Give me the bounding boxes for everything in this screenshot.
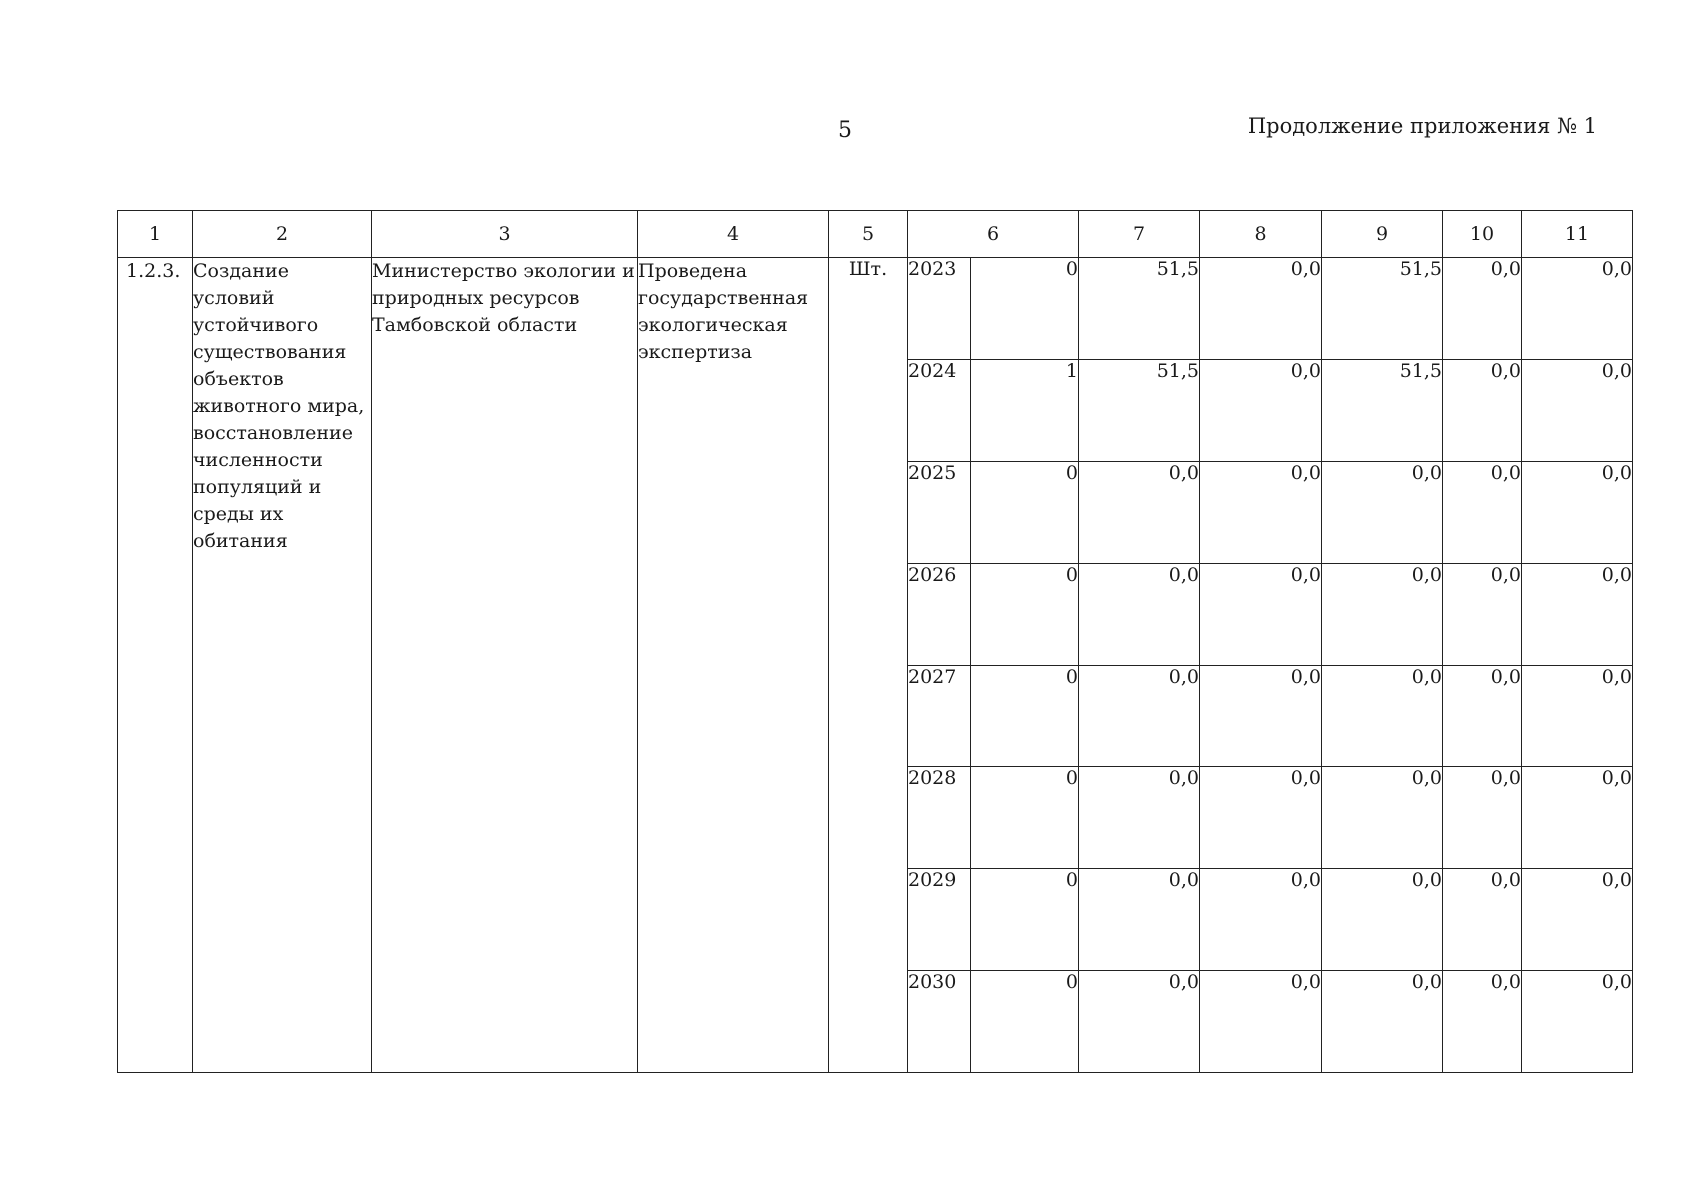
col-header-10: 10 bbox=[1443, 211, 1522, 258]
cell-col9: 0,0 bbox=[1322, 461, 1443, 563]
cell-col11: 0,0 bbox=[1522, 359, 1633, 461]
cell-col9: 0,0 bbox=[1322, 563, 1443, 665]
item-name: Создание условий устойчивого существования объектов животного мира, восстановление численности популяций и среды их обитания bbox=[193, 258, 372, 1073]
col-header-2: 2 bbox=[193, 211, 372, 258]
appendix-note: Продолжение приложения № 1 bbox=[1247, 114, 1597, 138]
col-header-11: 11 bbox=[1522, 211, 1633, 258]
col-header-3: 3 bbox=[372, 211, 638, 258]
cell-col9: 51,5 bbox=[1322, 359, 1443, 461]
item-unit: Шт. bbox=[829, 258, 908, 1073]
cell-col11: 0,0 bbox=[1522, 767, 1633, 869]
year-cell: 2027 bbox=[908, 665, 971, 767]
cell-col9: 51,5 bbox=[1322, 258, 1443, 360]
cell-col8: 0,0 bbox=[1200, 461, 1322, 563]
cell-col10: 0,0 bbox=[1443, 767, 1522, 869]
cell-col11: 0,0 bbox=[1522, 665, 1633, 767]
col-header-7: 7 bbox=[1079, 211, 1200, 258]
cell-col9: 0,0 bbox=[1322, 665, 1443, 767]
col-header-5: 5 bbox=[829, 211, 908, 258]
cell-col6: 0 bbox=[971, 258, 1079, 360]
year-cell: 2026 bbox=[908, 563, 971, 665]
cell-col7: 0,0 bbox=[1079, 869, 1200, 971]
year-cell: 2023 bbox=[908, 258, 971, 360]
year-cell: 2028 bbox=[908, 767, 971, 869]
cell-col9: 0,0 bbox=[1322, 869, 1443, 971]
col-header-9: 9 bbox=[1322, 211, 1443, 258]
cell-col6: 1 bbox=[971, 359, 1079, 461]
cell-col7: 0,0 bbox=[1079, 563, 1200, 665]
cell-col7: 0,0 bbox=[1079, 665, 1200, 767]
cell-col7: 0,0 bbox=[1079, 971, 1200, 1073]
cell-col10: 0,0 bbox=[1443, 461, 1522, 563]
cell-col6: 0 bbox=[971, 461, 1079, 563]
cell-col8: 0,0 bbox=[1200, 767, 1322, 869]
cell-col10: 0,0 bbox=[1443, 869, 1522, 971]
cell-col6: 0 bbox=[971, 563, 1079, 665]
item-code: 1.2.3. bbox=[118, 258, 193, 1073]
cell-col10: 0,0 bbox=[1443, 665, 1522, 767]
cell-col6: 0 bbox=[971, 971, 1079, 1073]
item-result: Проведена государственная экологическая экспертиза bbox=[638, 258, 829, 1073]
year-cell: 2030 bbox=[908, 971, 971, 1073]
cell-col7: 0,0 bbox=[1079, 767, 1200, 869]
cell-col8: 0,0 bbox=[1200, 258, 1322, 360]
cell-col7: 0,0 bbox=[1079, 461, 1200, 563]
cell-col11: 0,0 bbox=[1522, 258, 1633, 360]
cell-col6: 0 bbox=[971, 665, 1079, 767]
cell-col7: 51,5 bbox=[1079, 258, 1200, 360]
cell-col11: 0,0 bbox=[1522, 461, 1633, 563]
table-row bbox=[118, 258, 1633, 360]
year-cell: 2024 bbox=[908, 359, 971, 461]
cell-col11: 0,0 bbox=[1522, 563, 1633, 665]
cell-col8: 0,0 bbox=[1200, 665, 1322, 767]
data-table bbox=[117, 210, 1633, 1073]
cell-col10: 0,0 bbox=[1443, 971, 1522, 1073]
cell-col10: 0,0 bbox=[1443, 359, 1522, 461]
cell-col11: 0,0 bbox=[1522, 971, 1633, 1073]
page-number: 5 bbox=[838, 118, 852, 143]
col-header-1: 1 bbox=[118, 211, 193, 258]
col-header-6: 6 bbox=[908, 211, 1079, 258]
cell-col9: 0,0 bbox=[1322, 971, 1443, 1073]
cell-col8: 0,0 bbox=[1200, 359, 1322, 461]
cell-col10: 0,0 bbox=[1443, 563, 1522, 665]
header-row bbox=[118, 211, 1633, 258]
cell-col9: 0,0 bbox=[1322, 767, 1443, 869]
cell-col8: 0,0 bbox=[1200, 563, 1322, 665]
year-cell: 2029 bbox=[908, 869, 971, 971]
cell-col11: 0,0 bbox=[1522, 869, 1633, 971]
cell-col6: 0 bbox=[971, 869, 1079, 971]
cell-col10: 0,0 bbox=[1443, 258, 1522, 360]
cell-col8: 0,0 bbox=[1200, 971, 1322, 1073]
cell-col8: 0,0 bbox=[1200, 869, 1322, 971]
cell-col6: 0 bbox=[971, 767, 1079, 869]
item-executor: Министерство экологии и природных ресурсов Тамбовской области bbox=[372, 258, 638, 1073]
col-header-4: 4 bbox=[638, 211, 829, 258]
cell-col7: 51,5 bbox=[1079, 359, 1200, 461]
year-cell: 2025 bbox=[908, 461, 971, 563]
col-header-8: 8 bbox=[1200, 211, 1322, 258]
